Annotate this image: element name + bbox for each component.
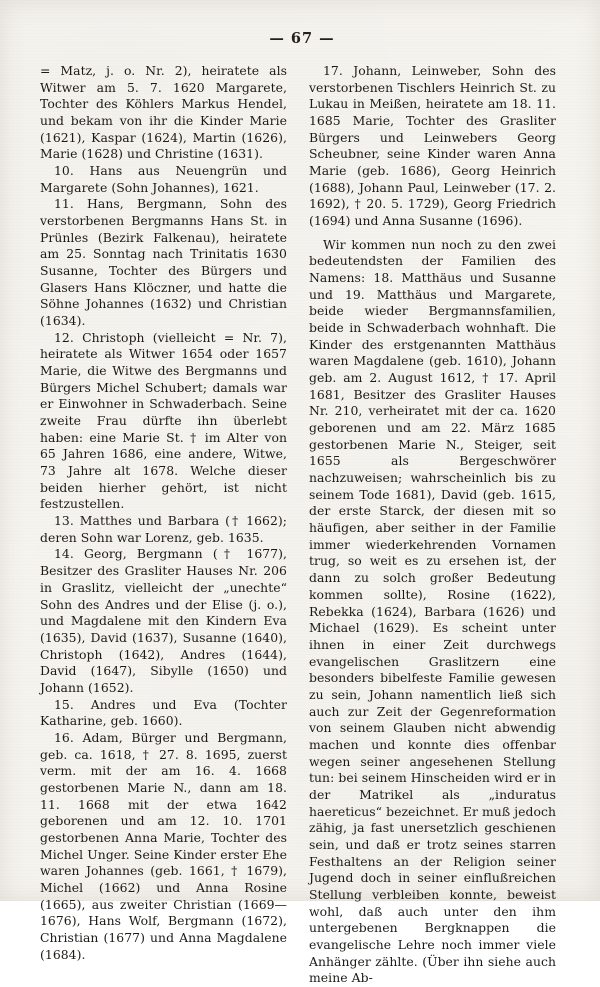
paragraph: 14. Georg, Bergmann († 1677), Besitzer des Grasliter Hauses Nr. 206 in Graslitz, vielleicht der „unechte“ Sohn des Andres und der Elise (j. o.), und Magdalene mit den Kindern Eva (1635), David (1637), Susanne (1640), Christoph (1642), Andres (1644), David (1647), Sibylle (1650) und Johann (1652). [40, 546, 287, 695]
text-columns [40, 63, 564, 986]
paragraph: 17. Johann, Leinweber, Sohn des verstorbenen Tischlers Heinrich St. zu Lukau in Meißen, heiratete am 18. 11. 1685 Marie, Tochter des Grasliter Bürgers und Leinwebers Georg Scheubner, seine Kinder waren Anna Marie (geb. 1686), Georg Heinrich (1688), Johann Paul, Leinweber (17. 2. 1692), † 20. 5. 1729), Georg Friedrich (1694) und Anna Susanne (1696). [309, 63, 556, 229]
paragraph: 13. Matthes und Barbara († 1662); deren Sohn war Lorenz, geb. 1635. [40, 513, 287, 545]
paragraph: 15. Andres und Eva (Tochter Katharine, geb. 1660). [40, 696, 287, 729]
page-number: — 67 — [269, 30, 335, 47]
paragraph: 10. Hans aus Neuengrün und Margarete (Sohn Johannes), 1621. [40, 163, 287, 195]
paragraph: 16. Adam, Bürger und Bergmann, geb. ca. 1618, † 27. 8. 1695, zuerst verm. mit der am 16. 4. 1668 gestorbenen Marie N., dann am 18. 11. 1668 mit der etwa 1642 geborenen und am 12. 10. 1701 gestorbenen Anna Marie, Tochter des Michel Unger. Seine Kinder erster Ehe waren Johannes (geb. 1661, † 1679), Michel (1662) und Anna Rosine (1665), aus zweiter Christian (1669—1676), Hans Wolf, Bergmann (1672), Christian (1677) und Anna Magdalene (1684). [40, 729, 287, 962]
paragraph: 12. Christoph (vielleicht = Nr. 7), heiratete als Witwer 1654 oder 1657 Marie, die Witwe des Bergmanns und Bürgers Michel Schubert; damals war er Einwohner in Schwaderbach. Seine zweite Frau dürfte ihn überlebt haben: eine Marie St. † im Alter von 65 Jahren 1686, eine andere, Witwe, 73 Jahre alt 1678. Welche dieser beiden hierher gehört, ist nicht festzustellen. [40, 329, 287, 512]
paragraph: = Matz, j. o. Nr. 2), heiratete als Witwer am 5. 7. 1620 Margarete, Tochter des Köhlers Markus Hendel, und bekam von ihr die Kinder Marie (1621), Kaspar (1624), Martin (1626), Marie (1628) und Christine (1631). [40, 63, 287, 162]
right-column [309, 63, 556, 986]
paragraph-spacer [309, 230, 556, 237]
paragraph: Wir kommen nun noch zu den zwei bedeutendsten der Familien des Namens: 18. Matthäus und Susanne und 19. Matthäus und Margarete, beide wieder Bergmannsfamilien, beide in Schwaderbach wohnhaft. Die Kinder des erstgenannten Matthäus waren Magdalene (geb. 1610), Johann geb. am 2. August 1612, † 17. April 1681, Besitzer des Grasliter Hauses Nr. 210, verheiratet mit der ca. 1620 geborenen und am 22. März 1685 gestorbenen Marie N., Steiger, seit 1655 als Bergeschwörer nachzuweisen; wahrscheinlich bis zu seinem Tode 1681), David (geb. 1615, der erste Starck, der diesen mit so häufigen, aber seither in der Familie immer wiederkehrenden Vornamen trug, so weit es zu ersehen ist, der dann zu solch großer Bedeutung kommen sollte), Rosine (1622), Rebekka (1624), Barbara (1626) und Michael (1629). Es scheint unter ihnen in einer Zeit durchwegs evangelischen Graslitzern eine besonders bibelfeste Familie gewesen zu sein, Johann namentlich ließ sich auch zur Zeit der Gegenreformation von seinem Glauben nicht abwendig machen und konnte dies offenbar wegen seiner angesehenen Stellung tun: bei seinem Hinscheiden wird er in der Matrikel als „induratus haereticus“ bezeichnet. Er muß jedoch zähig, ja fast unersetzlich geschienen sein, und daß er trotz seines starren Festhaltens an der Religion seiner Jugend doch in seiner einflußreichen Stellung verbleiben konnte, beweist wohl, daß auch unter den ihm untergebenen Bergknappen die evangelische Lehre noch immer viele Anhänger zählte. (Über ihn siehe auch meine Ab- [309, 236, 556, 986]
paragraph: 11. Hans, Bergmann, Sohn des verstorbenen Bergmanns Hans St. in Prünles (Bezirk Falkenau), heiratete am 25. Sonntag nach Trinitatis 1630 Susanne, Tochter des Bürgers und Glasers Hans Klöczner, und hatte die Söhne Johannes (1632) und Christian (1634). [40, 196, 287, 329]
left-column [40, 63, 287, 962]
